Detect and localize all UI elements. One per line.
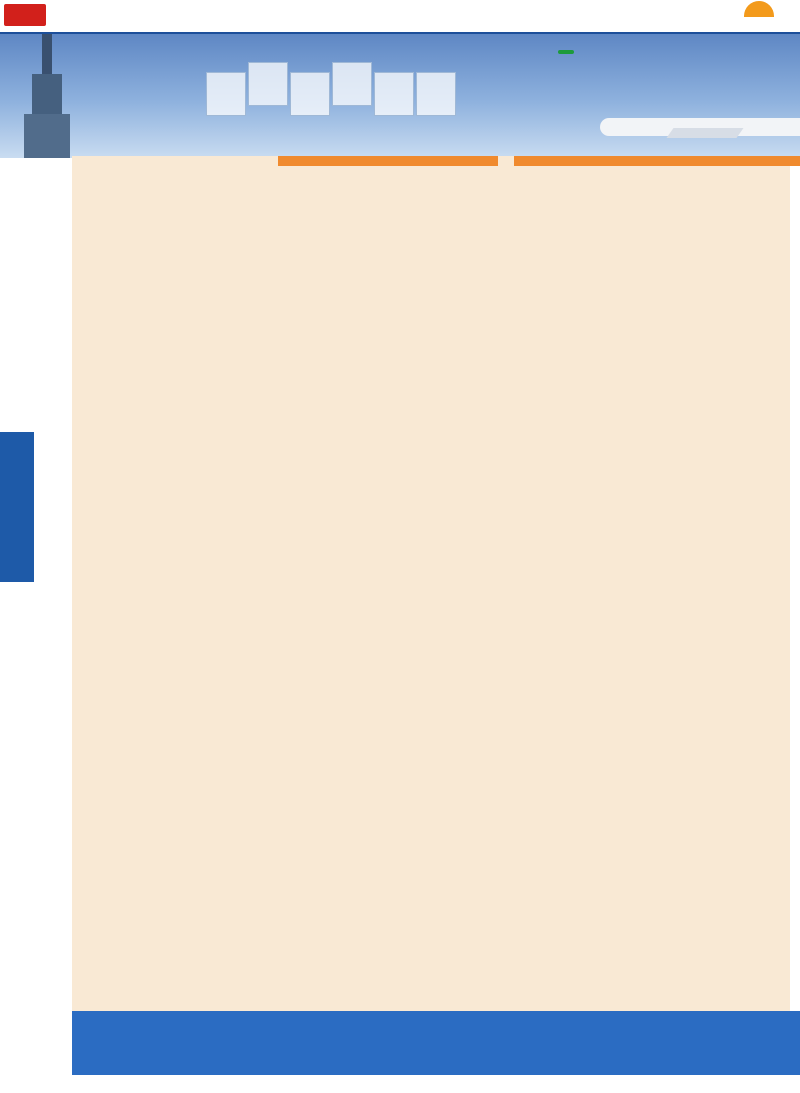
xinyou-logo xyxy=(726,1,796,31)
airplane-image xyxy=(590,106,800,146)
page-title xyxy=(206,72,458,120)
title-char xyxy=(290,72,330,116)
brand-name-cn xyxy=(558,50,574,54)
price-table xyxy=(72,156,790,1011)
title-char xyxy=(332,62,372,106)
title-char xyxy=(206,72,246,116)
column-header-prices xyxy=(514,156,800,166)
title-char xyxy=(416,72,456,116)
top-bar xyxy=(0,0,800,34)
ad-label xyxy=(4,4,46,26)
taipei-101-image xyxy=(10,34,90,158)
title-char xyxy=(248,62,288,106)
column-header-dates xyxy=(278,156,498,166)
contact-footer xyxy=(72,1011,800,1075)
sun-icon xyxy=(744,1,774,17)
hero-banner xyxy=(0,34,800,158)
side-tab xyxy=(0,432,34,582)
title-char xyxy=(374,72,414,116)
